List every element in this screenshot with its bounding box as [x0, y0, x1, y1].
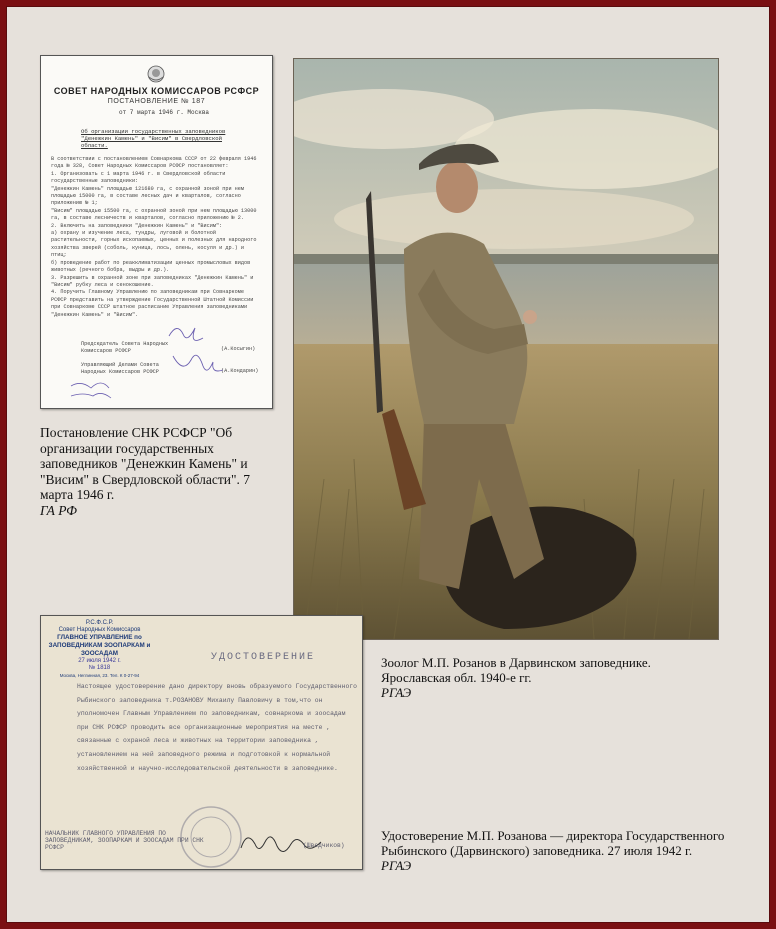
decree-signer-2-title: Управляющий Делами Совета Народных Комиссаров РСФСР — [81, 362, 159, 375]
certificate-caption — [381, 828, 751, 873]
letterhead-date: 27 июля 1942 г. — [78, 658, 121, 664]
decree-subject: Об организации государственных заповедников "Денежкин Камень" и "Висим" в Свердловской области. — [81, 128, 226, 149]
decree-signer-2-name: (А.Кондарин) — [221, 368, 259, 374]
certificate-caption-source: РГАЭ — [381, 858, 412, 873]
decree-caption — [40, 425, 270, 518]
letterhead-council: Совет Народных Комиссаров — [58, 627, 141, 633]
photo-caption-text: Зоолог М.П. Розанов в Дарвинском заповеднике. Ярославская обл. 1940-е гг. — [381, 655, 651, 685]
decree-body: В соответствии с постановлением Совнаркома СССР от 22 февраля 1946 года № 328, Совет Народных Комиссаров РСФСР постановляет: 1. Организовать с 1 марта 1946 г. в Свердловской области государственные заповедники: "Денежкин Камень" площадью 121680 га, с охранной зоной при нем площадью 15000 га, в составе лесных дач и кварталов, согласно приложению № 1; "Висим" площадью 15500 га, с охранной зоной при нем площадью 13000 га, в составе лесничеств и кварталов, согласно приложению № 2. 2. Включить на заповедники "Денежкин Камень" и "Висим": а) охрану и изучение леса, тундры, луговой и болотной растительности, горных ископаемых, ценных и полезных для народного хозяйства зверей (соболь, куница, лось, олень, косуля и др.) и птиц; б) проведение работ по реакклиматизации ценных промысловых видов животных (речного бобра, выдры и др.). 3. Разрешить в охранной зоне при заповедниках "Денежкин Камень" и "Висим" рубку леса и сенокошение. 4. Поручить Главному Управлению по заповедникам при Совнаркоме РСФСР представить на утверждение Государственной Штатной Комиссии при Совнаркоме СССР штатное расписание Управления заповедниками "Денежкин Камень" и "Висим". — [51, 156, 257, 318]
decree-document — [40, 55, 273, 409]
certificate-body: Настоящее удостоверение дано директору вновь образуемого Государственного Рыбинского заповедника т.РОЗАНОВУ Михаилу Павловичу в том,что он уполномочен Главным Управлением по заповедникам, совнаркома и зоосадам при СНК РСФСР проводить все организационные мероприятия на месте , связанные с охраной леса и животных на территории заповедника , установлением на ней заповедного режима и подготовкой к нормальной хозяйственной и научно-исследовательской деятельности в заповеднике. — [77, 683, 361, 772]
photo-caption — [381, 655, 721, 700]
photo-caption-source: РГАЭ — [381, 685, 412, 700]
certificate-document — [40, 615, 363, 870]
decree-header: СОВЕТ НАРОДНЫХ КОМИССАРОВ РСФСР — [53, 86, 260, 96]
certificate-signer-name: (Шведчиков) — [303, 842, 345, 849]
certificate-letterhead — [47, 620, 152, 679]
certificate-stamp-text: НАЧАЛЬНИК ГЛАВНОГО УПРАВЛЕНИЯ ПО ЗАПОВЕДНИКАМ, ЗООПАРКАМ И ЗООСАДАМ ПРИ СНК РСФСР — [45, 830, 204, 851]
certificate-title: УДОСТОВЕРЕНИЕ — [211, 652, 316, 663]
decree-caption-source: ГА РФ — [40, 502, 78, 518]
photograph-zoologist — [293, 58, 719, 640]
exhibit-panel — [6, 6, 770, 923]
decree-caption-text: Постановление СНК РСФСР "Об организации государственных заповедников "Денежкин Камень" и "Висим" в Свердловской области". 7 марта 1946 г. — [40, 425, 251, 502]
zoologist-photo-image — [294, 59, 718, 639]
decree-signer-1-title: Председатель Совета Народных Комиссаров РСФСР — [81, 341, 169, 354]
certificate-caption-text: Удостоверение М.П. Розанова — директора Государственного Рыбинского (Дарвинского) заповедника. 27 июля 1942 г. — [381, 828, 725, 858]
decree-signer-1-name: (А.Косыгин) — [221, 346, 256, 352]
letterhead-address: Москва, Неглинная, 23. Тел. К 0-27-94 — [59, 673, 140, 678]
letterhead-number: № 1818 — [88, 665, 111, 671]
decree-date: от 7 марта 1946 г. Москва — [119, 109, 210, 116]
decree-type: ПОСТАНОВЛЕНИЕ № 187 — [107, 98, 206, 105]
letterhead-republic: Р.С.Ф.С.Р. — [85, 620, 114, 626]
letterhead-agency: ГЛАВНОЕ УПРАВЛЕНИЕ по ЗАПОВЕДНИКАМ ЗООПАРКАМ и ЗООСАДАМ — [48, 634, 151, 657]
coat-of-arms-emblem — [146, 64, 166, 84]
